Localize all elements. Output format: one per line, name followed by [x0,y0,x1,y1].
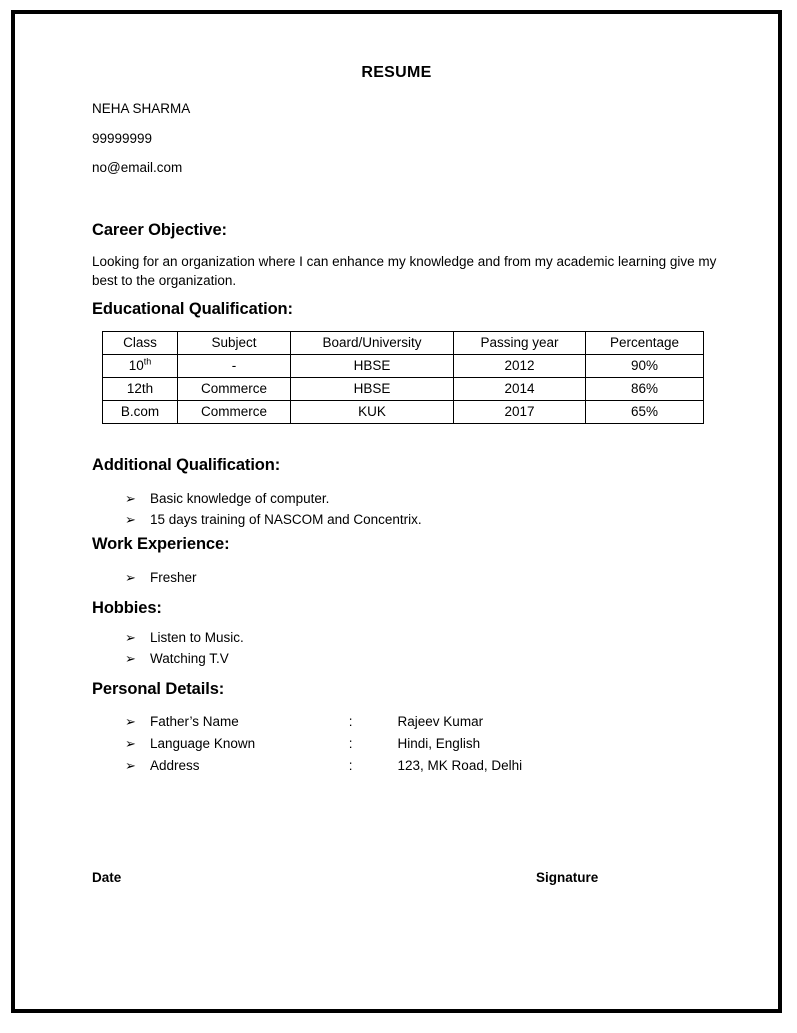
arrow-bullet-icon: ➢ [125,570,136,585]
cell-passing-year: 2017 [454,401,586,424]
table-row [103,355,704,378]
cell-class-value: 10 [128,358,144,373]
hobbies-heading: Hobbies: [92,599,162,617]
list-item [92,648,244,669]
list-item [92,711,522,733]
list-item [92,755,522,777]
date-label: Date [92,870,122,885]
career-objective-heading: Career Objective: [92,221,227,239]
table-body [103,332,704,424]
cell-subject: Commerce [178,401,291,424]
educational-qualification-table-wrap [102,331,703,424]
cell-board: HBSE [291,355,454,378]
column-header-passing-year: Passing year [454,332,586,355]
cell-class [103,355,178,378]
signature-label: Signature [536,870,599,885]
cell-percentage: 65% [586,401,704,424]
list-item [92,733,522,755]
cell-class [103,378,178,401]
arrow-bullet-icon: ➢ [125,512,136,527]
resume-page [15,14,778,1009]
detail-value: Hindi, English [397,736,481,751]
educational-qualification-table [102,331,704,424]
list-item [92,509,422,530]
detail-label: Father’s Name [150,714,239,729]
column-header-percentage: Percentage [586,332,704,355]
list-item-label: Fresher [150,570,197,585]
educational-qualification-heading: Educational Qualification: [92,300,293,318]
cell-percentage: 90% [586,355,704,378]
work-experience-list [92,567,197,588]
cell-class-suffix: th [143,356,152,367]
list-item [92,627,244,648]
list-item [92,488,422,509]
cell-class [103,401,178,424]
column-header-board: Board/University [291,332,454,355]
arrow-bullet-icon: ➢ [125,630,136,645]
cell-passing-year: 2014 [454,378,586,401]
table-row [103,378,704,401]
detail-label: Address [150,758,200,773]
table-row [103,401,704,424]
additional-qualification-heading: Additional Qualification: [92,456,281,474]
detail-value: 123, MK Road, Delhi [397,758,523,773]
hobbies-list [92,627,244,669]
cell-subject: Commerce [178,378,291,401]
cell-percentage: 86% [586,378,704,401]
detail-value: Rajeev Kumar [397,714,484,729]
candidate-name: NEHA SHARMA [92,101,191,116]
cell-class-value: 12th [126,381,154,396]
list-item-label: 15 days training of NASCOM and Concentrix. [150,512,422,527]
contact-block [92,102,190,191]
detail-separator: : [348,714,353,729]
list-item [92,567,197,588]
cell-board: HBSE [291,378,454,401]
arrow-bullet-icon: ➢ [125,714,136,729]
personal-details-list [92,711,522,777]
candidate-email: no@email.com [92,160,183,175]
arrow-bullet-icon: ➢ [125,758,136,773]
column-header-class: Class [103,332,178,355]
work-experience-heading: Work Experience: [92,535,230,553]
career-objective-text: Looking for an organization where I can enhance my knowledge and from my academic learning give my best to the organization. [92,254,717,289]
arrow-bullet-icon: ➢ [125,651,136,666]
detail-separator: : [348,758,353,773]
list-item-label: Listen to Music. [150,630,244,645]
detail-label: Language Known [150,736,256,751]
cell-passing-year: 2012 [454,355,586,378]
candidate-phone: 99999999 [92,130,153,146]
cell-class-value: B.com [120,404,160,419]
cell-subject: - [178,355,291,378]
list-item-label: Basic knowledge of computer. [150,491,330,506]
page-title: RESUME [361,64,432,81]
page-border [11,10,782,1013]
additional-qualification-list [92,488,422,530]
arrow-bullet-icon: ➢ [125,491,136,506]
list-item-label: Watching T.V [150,651,229,666]
personal-details-heading: Personal Details: [92,680,225,698]
arrow-bullet-icon: ➢ [125,736,136,751]
detail-separator: : [348,736,353,751]
column-header-subject: Subject [178,332,291,355]
table-header-row [103,332,704,355]
cell-board: KUK [291,401,454,424]
